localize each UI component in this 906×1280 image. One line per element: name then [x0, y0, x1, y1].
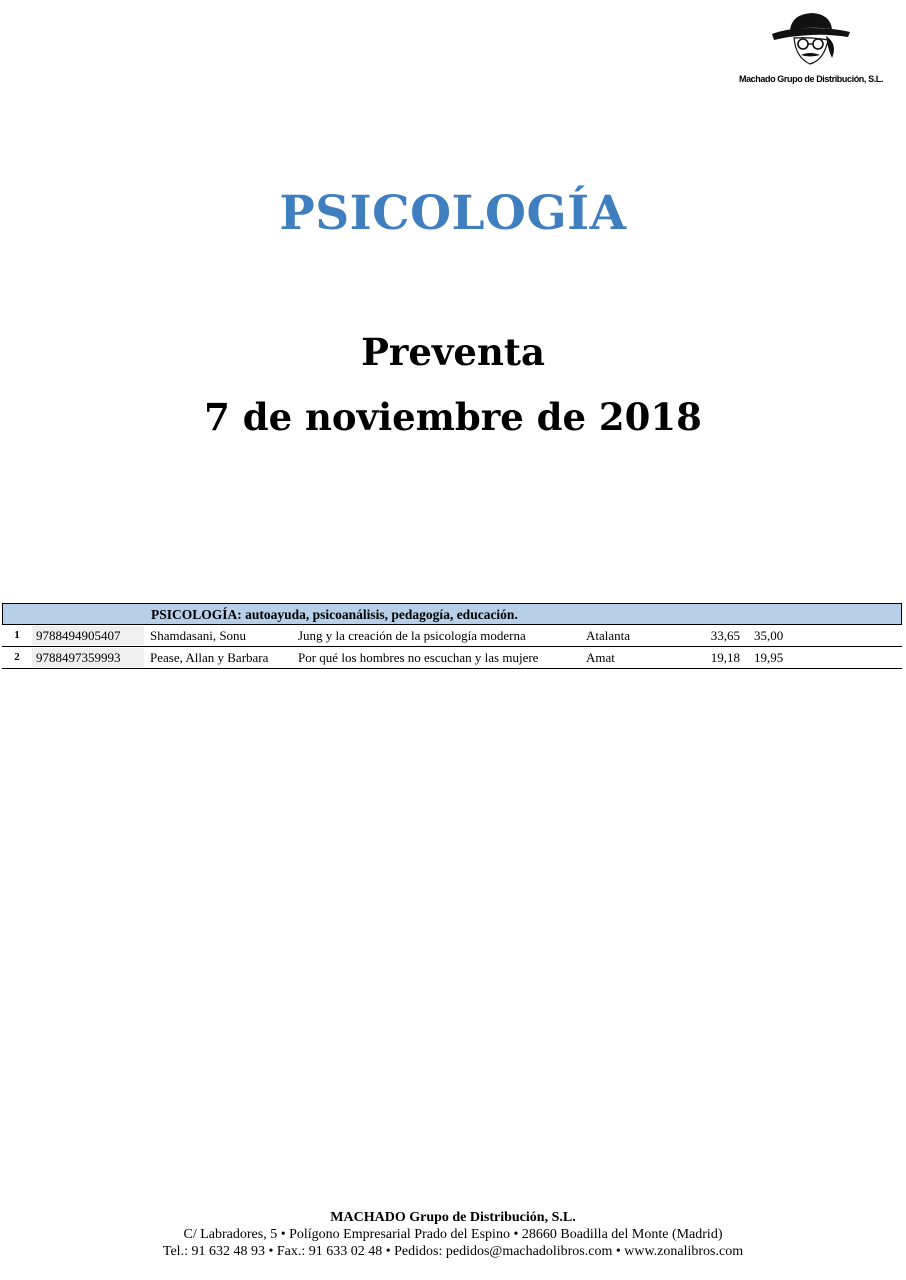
table-row	[2, 625, 902, 647]
row-author: Shamdasani, Sonu	[150, 628, 247, 643]
row-price-pvp: 19,95	[754, 650, 784, 665]
footer-company: MACHADO Grupo de Distribución, S.L.	[330, 1210, 576, 1225]
row-title: Jung y la creación de la psicología moderna	[298, 628, 526, 643]
logo-company-name: Machado Grupo de Distribución, S.L.	[738, 74, 883, 84]
table-row	[2, 647, 902, 669]
row-publisher: Atalanta	[586, 628, 631, 643]
catalog-table	[2, 603, 902, 669]
row-title: Por qué los hombres no escuchan y las mujere	[298, 650, 539, 665]
footer-address: C/ Labradores, 5 • Polígono Empresarial Prado del Espino • 28660 Boadilla del Monte (Madrid)	[183, 1227, 723, 1242]
hat-face-logo-icon	[768, 10, 854, 72]
section-header-label: PSICOLOGÍA: autoayuda, psicoanálisis, pedagogía, educación.	[151, 607, 518, 622]
subtitle-date: 7 de noviembre de 2018	[204, 395, 702, 439]
row-number: 2	[14, 651, 20, 663]
footer-contact: Tel.: 91 632 48 93 • Fax.: 91 633 02 48 • Pedidos: pedidos@machadolibros.com • www.zonalibros.com	[162, 1244, 744, 1259]
row-publisher: Amat	[586, 650, 615, 665]
row-number: 1	[14, 629, 20, 641]
company-logo	[736, 10, 886, 94]
row-price-net: 19,18	[710, 650, 740, 665]
page-title: PSICOLOGÍA	[279, 186, 627, 241]
row-isbn: 9788494905407	[32, 626, 144, 645]
subtitle-preventa: Preventa	[361, 330, 545, 374]
row-price-pvp: 35,00	[754, 628, 784, 643]
row-price-net: 33,65	[710, 628, 740, 643]
row-author: Pease, Allan y Barbara	[150, 650, 269, 665]
section-header-row	[2, 603, 902, 625]
page-footer	[0, 1209, 906, 1260]
row-isbn: 9788497359993	[32, 648, 144, 667]
